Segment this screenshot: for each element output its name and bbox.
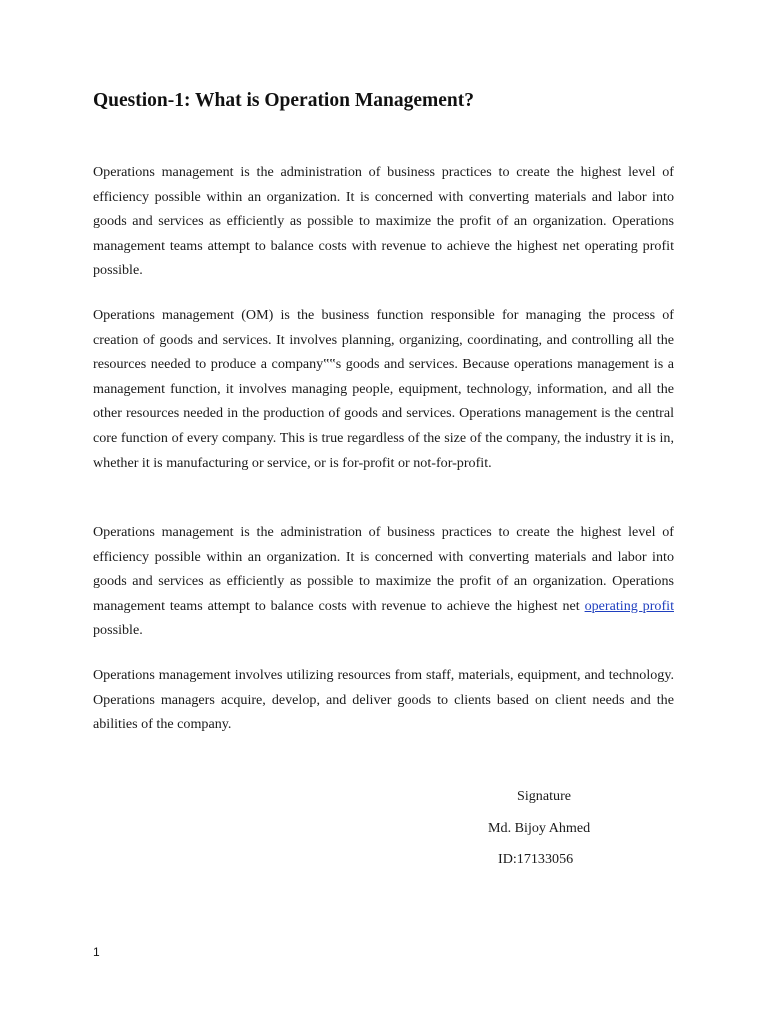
signature-name: Md. Bijoy Ahmed (488, 820, 591, 836)
paragraph-text-after-link: possible. (93, 622, 143, 639)
signature-label: Signature (517, 788, 572, 804)
paragraph (93, 160, 674, 283)
page-number: 1 (93, 945, 100, 959)
page-title: Question-1: What is Operation Management? (93, 90, 474, 111)
paragraph (93, 303, 674, 475)
paragraph-text (93, 520, 674, 643)
paragraph (93, 520, 674, 643)
signature-id: ID:17133056 (498, 851, 574, 867)
paragraph (93, 663, 674, 737)
paragraph-text: Operations management involves utilizing resources from staff, materials, equipment, and technology. Operations managers acquire, develop, and deliver goods to clients based on client needs and the abilities of the company. (93, 667, 674, 733)
paragraph-text: Operations management is the administration of business practices to create the highest level of efficiency possible within an organization. It is concerned with converting materials and labor into goods and services as efficiently as possible to maximize the profit of an organization. Operations management teams attempt to balance costs with revenue to achieve the highest net operating profit possible. (93, 164, 674, 279)
paragraph-text-before-link: Operations management is the administration of business practices to create the highest level of efficiency possible within an organization. It is concerned with converting materials and labor into goods and services as efficiently as possible to maximize the profit of an organization. Operations management teams attempt to balance costs with revenue to achieve the highest net (93, 524, 674, 614)
operating-profit-link[interactable]: operating profit (584, 597, 674, 614)
paragraph-text: Operations management (OM) is the business function responsible for managing the process of creation of goods and services. It involves planning, organizing, coordinating, and controlling all the resources needed to produce a company‟‟s goods and services. Because operations management is a management function, it involves managing people, equipment, technology, information, and all the other resources needed in the production of goods and services. Operations management is the central core function of every company. This is true regardless of the size of the company, the industry it is in, whether it is manufacturing or service, or is for-profit or not-for-profit. (93, 307, 674, 471)
